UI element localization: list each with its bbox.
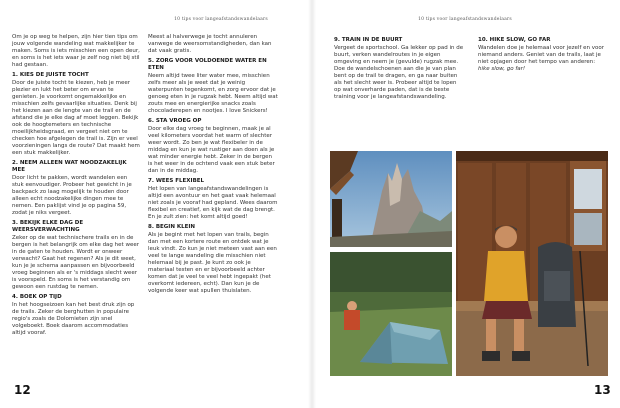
tip-4-text: In het hoogseizoen kan het best druk zijn op de trails. Zeker de berghutten in populaire regio's zoals de Dolomieten zijn snel volgeboekt. Boek daarom accommodaties altijd vooraf. [12,302,135,336]
tip-1-heading: 1. KIES DE JUISTE TOCHT [12,72,89,78]
right-column-2 [478,34,606,75]
photo-tent-camp [330,252,452,376]
tip-5-heading: 5. ZORG VOOR VOLDOENDE WATER EN ETEN [148,58,267,71]
tip-10-body: Wandelen doe je helemaal voor jezelf en voor niemand anders. Geniet van de trails, laat je niet opjagen door het tempo van anderen: [478,45,605,65]
photo-hiker-on-bench [456,151,608,376]
tip-6-heading: 6. STA VROEG OP [148,118,202,124]
page-number-right: 13 [594,383,611,397]
right-column-1 [334,34,464,103]
tip-5-text: Neem altijd twee liter water mee, misschien zelfs meer als je weet dat je weinig waterpunten tegenkomt, en zorg ervoor dat je genoeg eten in je rugzak hebt. Neem altijd wat zouts mee en energierijke snacks zoals chocoladerepen en nootjes. I love Snickers! [148,73,278,114]
column-2-lead: Meest al halverwege je tocht annuleren vanwege de weersomstandigheden, dan kan dat vaak gratis. [148,34,272,54]
left-column-2 [148,34,278,297]
tip-6-text: Door elke dag vroeg te beginnen, maak je al veel kilometers voordat het warm of slechter weer wordt. Zo ben je wat flexibeler in de middag en kun je wat rustiger aan doen als je wat minder energie hebt. Zeker in de bergen is het weer in de ochtend vaak een stuk beter dan in de middag. [148,126,275,174]
tip-7-text: Het lopen van langeafstandswandelingen is altijd een avontuur en het gaat vaak helemaal niet zoals je vooraf had gepland. Wees daarom flexibel en creatief, en kijk wat de dag brengt. En je zult zien: het komt altijd goed! [148,186,278,220]
right-page [310,0,620,408]
tip-4-heading: 4. BOEK OP TIJD [12,294,62,300]
tip-10-italic: hike slow, go far! [478,66,526,72]
tip-2-heading: 2. NEEM ALLEEN WAT NOODZAKELIJK MEE [12,160,127,173]
tip-9-text: Vergeet de sportschool. Ga lekker op pad in de buurt, verken wandelroutes in je eigen omgeving en neem je (gevulde) rugzak mee. Doe de wandelschoenen aan die je van plan bent op de trail te dragen, en ga naar buiten als het slecht weer is. Probeer altijd te lopen op wat onverharde paden, dat is de beste training voor je langeafstandswandeling. [334,45,464,100]
tip-10-heading: 10. HIKE SLOW, GO FAR [478,37,551,43]
tip-3-heading: 3. BEKIJK ELKE DAG DE WEERSVERWACHTING [12,220,84,233]
tip-2-text: Door licht te pakken, wordt wandelen een stuk eenvoudiger. Probeer het gewicht in je backpack zo laag mogelijk te houden door alleen echt noodzakelijke dingen mee te nemen. Een paklijst vind je op pagina 59, zodat je niks vergeet. [12,175,132,216]
intro-paragraph: Om je op weg te helpen, zijn hier tien tips om jouw volgende wandeling wat makkelijker te maken. Soms is iets misschien een open deur, en soms is het iets waar je zelf nog niet bij stil had gestaan. [12,34,140,68]
tip-8-text: Als je begint met het lopen van trails, begin dan met een kortere route en ontdek wat je leuk vindt. Zo kun je niet meteen vast aan een veel te lange wandeling die misschien niet helemaal bij je past. Je kunt zo ook je materiaal testen en er bijvoorbeeld achter komen dat je veel te veel hebt ingepakt (het overkomt iedereen, echt). Dan kun je de volgende keer wat spullen thuislaten. [148,232,277,294]
tip-9-heading: 9. TRAIN IN DE BUURT [334,37,403,43]
running-head-left: 10 tips voor langeafstandswandelaars [174,17,268,22]
left-column-1 [12,34,140,339]
page-number-left: 12 [14,383,31,397]
running-head-right: 10 tips voor langeafstandswandelaars [418,17,512,22]
photo-dolomites-peaks [330,151,452,247]
tip-1-text: Door de juiste tocht te kiezen, heb je meer plezier en lukt het beter om ervan te genieten. Je voorkomt ongemakkelijke en misschien zelfs gevaarlijke situaties. Denk bij het kiezen aan de lengte van de trail en de afstand die je elke dag af moet leggen. Bekijk ook de hoogtemeters en technische moeilijkheidsgraad, en vergeet niet om te checken hoe afgelegen de trail is. Zijn er veel voorzieningen langs de route? Dat maakt hem een stuk makkelijker. [12,80,140,156]
tip-10-text [478,45,606,73]
tip-3-text: Zeker op de wat technischere trails en in de bergen is het belangrijk om elke dag het weer in de gaten te houden. Wordt er onweer verwacht? Gaat het regenen? Als je dit weet, kun je je schema aanpassen en bijvoorbeeld vroeg beginnen als er 's middags slecht weer is voorspeld. En soms is het verstandig om gewoon een rustdag te nemen. [12,235,139,290]
tip-7-heading: 7. WEES FLEXIBEL [148,178,205,184]
tip-8-heading: 8. BEGIN KLEIN [148,224,196,230]
